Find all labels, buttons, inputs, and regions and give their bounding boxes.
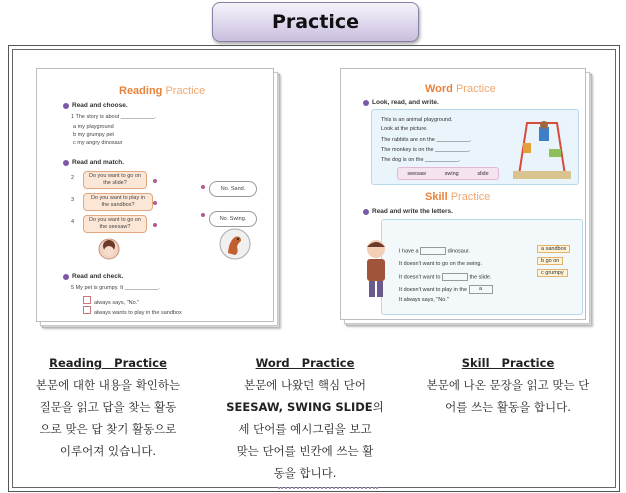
word-title-practice: Practice (455, 83, 496, 95)
word-caption-line: 맞는 단어를 빈칸에 쓰는 활 (236, 444, 374, 458)
skill-line-1-a: I have a (399, 248, 419, 255)
skill-q1 (363, 208, 453, 215)
title-banner (212, 2, 419, 42)
speech-bubble-sandbox: Do you want to play in the sandbox? (83, 193, 153, 211)
skill-line-3 (399, 273, 492, 281)
skill-line-2: It doesn't want to go on the swing. (399, 261, 482, 267)
word-caption-particle: 의 (372, 400, 384, 414)
page-title: Practice (271, 11, 360, 33)
skill-line-5: It always says, "No." (399, 297, 449, 303)
cloud-no-swing: No. Swing. (209, 211, 257, 227)
reading-page-title (119, 85, 205, 97)
skill-page-title (425, 191, 490, 203)
word-caption (208, 352, 402, 484)
reading-item1: 1 The story is about ___________. (71, 114, 156, 120)
word-line-5: The dog is on the ___________. (381, 157, 461, 163)
reading-caption-line: 질문을 읽고 답을 찾는 활동 (39, 400, 177, 414)
skill-caption-line: 어를 쓰는 활동을 합니다. (445, 400, 571, 414)
choice-go-on: b go on (537, 257, 563, 265)
word-line-3: The rabbits are on the ___________. (381, 137, 472, 143)
checkbox-icon[interactable] (83, 296, 91, 304)
word-caption-title: Word Practice (255, 356, 355, 370)
word-line-1: This is an animal playground. (381, 117, 453, 123)
reading-num-2: 2 (71, 175, 75, 181)
reading-caption (14, 352, 202, 462)
skill-title-word: Skill (425, 191, 448, 203)
word-title-word: Word (425, 83, 453, 95)
reading-item5: 5 My pet is grumpy. It ___________. (71, 285, 160, 291)
reading-title-word: Reading (119, 85, 163, 97)
word-bank-seesaw: seesaw (407, 170, 426, 177)
child-face-icon (97, 237, 121, 261)
dinosaur-icon (219, 227, 251, 261)
checkbox-icon[interactable] (83, 306, 91, 314)
reading-q2-text: Read and match. (72, 159, 125, 166)
bullet-icon (63, 160, 69, 166)
skill-q1-text: Read and write the letters. (372, 208, 453, 215)
skill-line-4-a: It doesn't want to play in the (399, 286, 468, 293)
reading-practice-page (36, 68, 274, 322)
word-line-2: Look at the picture. (381, 126, 428, 132)
bullet-icon (63, 274, 69, 280)
bottom-divider (278, 487, 378, 493)
answer-box[interactable]: a (469, 285, 493, 294)
choice-grumpy: c grumpy (537, 269, 568, 277)
skill-line-3-a: It doesn't want to (399, 274, 441, 281)
word-page-title (425, 83, 496, 95)
reading-caption-title: Reading Practice (49, 356, 167, 370)
reading-q1-text: Read and choose. (72, 102, 128, 109)
reading-opt-a: a my playground (73, 124, 114, 130)
skill-caption-title: Skill Practice (461, 356, 555, 370)
skill-line-1 (399, 247, 470, 255)
cloud-no-sand: No. Sand. (209, 181, 257, 197)
word-bank (397, 167, 499, 180)
skill-line-3-b: the slide. (469, 274, 492, 281)
reading-q2 (63, 159, 124, 166)
skill-line-1-b: dinosaur. (447, 248, 470, 255)
word-bank-slide: slide (477, 170, 489, 177)
speech-bubble-seesaw: Do you want to go on the seesaw? (83, 215, 147, 233)
word-caption-line: 본문에 나왔던 핵심 단어 (243, 378, 367, 392)
skill-line-4 (399, 285, 493, 294)
reading-q3-text: Read and check. (72, 273, 124, 280)
word-skill-practice-page (340, 68, 586, 320)
bullet-icon (363, 209, 369, 215)
word-caption-line: 세 단어를 예시그림을 보고 (238, 422, 372, 436)
reading-caption-line: 으로 맞은 답 찾기 활동으로 (39, 422, 177, 436)
check-option-2[interactable] (83, 306, 182, 316)
word-q1 (363, 99, 439, 106)
check-option-1[interactable] (83, 296, 139, 306)
speech-bubble-slide: Do you want to go on the slide? (83, 171, 147, 189)
word-q1-text: Look, read, and write. (372, 99, 439, 106)
word-line-4: The monkey is on the ___________. (381, 147, 471, 153)
skill-caption (402, 352, 614, 418)
reading-caption-line: 이루어져 있습니다. (59, 444, 157, 458)
bullet-icon (363, 100, 369, 106)
word-caption-line (208, 396, 402, 418)
reading-num-4: 4 (71, 219, 75, 225)
reading-caption-line: 본문에 대한 내용을 확인하는 (35, 378, 181, 392)
bullet-icon (63, 103, 69, 109)
playground-picture-icon (513, 113, 571, 179)
word-caption-keywords: SEESAW, SWING SLIDE (226, 400, 373, 414)
reading-opt-c: c my angry dinosaur (73, 140, 123, 146)
word-bank-swing: swing (444, 170, 459, 177)
check-option-2-label: always wants to play in the sandbox (94, 310, 182, 316)
reading-q1 (63, 102, 128, 109)
reading-num-3: 3 (71, 197, 75, 203)
blank-input[interactable] (442, 273, 468, 281)
boy-figure-icon (359, 237, 393, 303)
reading-title-practice: Practice (165, 85, 206, 97)
word-caption-line: 동을 합니다. (273, 466, 337, 480)
check-option-1-label: always says, "No." (94, 300, 140, 306)
match-dots (149, 173, 209, 237)
blank-input[interactable] (420, 247, 446, 255)
reading-opt-b: b my grumpy pet (73, 132, 114, 138)
skill-caption-line: 본문에 나온 문장을 읽고 맞는 단 (426, 378, 590, 392)
skill-title-practice: Practice (450, 191, 491, 203)
reading-q3 (63, 273, 123, 280)
choice-sandbox: a sandbox (537, 245, 570, 253)
